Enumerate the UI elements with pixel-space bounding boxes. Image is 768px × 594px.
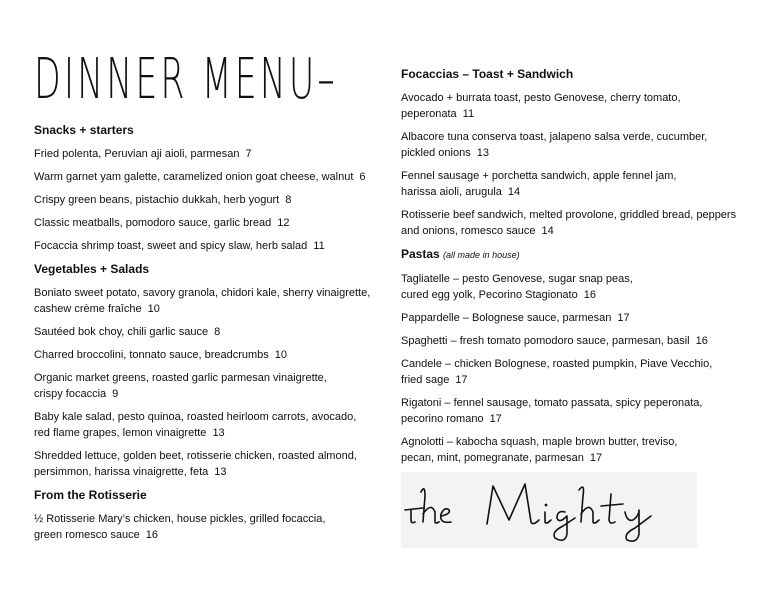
menu-item-text: ½ Rotisserie Mary’s chicken, house pickles, grilled focaccia, [34, 513, 326, 525]
menu-item-line [34, 370, 379, 386]
menu-item [34, 238, 379, 254]
the-mighty-logo [401, 472, 697, 548]
right-sections [401, 66, 741, 466]
menu-item-price: 12 [277, 217, 290, 229]
menu-item-text: Fried polenta, Peruvian aji aioli, parmesan [34, 148, 240, 160]
menu-item-text: Charred broccolini, tonnato sauce, breadcrumbs [34, 349, 269, 361]
menu-item-price: 8 [214, 326, 221, 338]
menu-item-line [401, 287, 741, 303]
menu-item [401, 356, 741, 388]
menu-item-line [401, 145, 741, 161]
menu-item [34, 192, 379, 208]
menu-item-price: 17 [617, 312, 630, 324]
menu-item [34, 285, 379, 317]
menu-item [34, 146, 379, 162]
menu-item [401, 395, 741, 427]
section-title [401, 66, 741, 82]
menu-item-line [34, 409, 379, 425]
menu-item-line [34, 169, 379, 185]
section-title [34, 122, 379, 138]
menu-item-price: 16 [583, 289, 596, 301]
menu-item-line [401, 434, 741, 450]
menu-item-price: 10 [274, 349, 288, 361]
menu-item-text: Fennel sausage + porchetta sandwich, apple fennel jam, [401, 170, 677, 182]
menu-item-text: Spaghetti – fresh tomato pomodoro sauce, parmesan, basil [401, 335, 690, 347]
menu-item-text: Focaccia shrimp toast, sweet and spicy slaw, herb salad [34, 240, 308, 252]
menu-item-text: cashew crème fraîche [34, 303, 142, 315]
menu-item-text: Candele – chicken Bolognese, roasted pumpkin, Piave Vecchio, [401, 358, 713, 370]
menu-item-line [401, 372, 741, 388]
menu-item-price: 9 [112, 388, 119, 400]
menu-item-line [34, 324, 379, 340]
menu-item-line [34, 425, 379, 441]
menu-item-line [401, 106, 741, 122]
left-column [34, 47, 379, 550]
menu-item-line [401, 90, 741, 106]
menu-item-text: pecorino romano [401, 413, 484, 425]
menu-item-line [34, 146, 379, 162]
menu-item-text: crispy focaccia [34, 388, 107, 400]
menu-item [401, 168, 741, 200]
menu-item-text: Tagliatelle – pesto Genovese, sugar snap peas, [401, 273, 633, 285]
menu-section-from-the-rotisserie [34, 487, 379, 543]
menu-item-line [401, 395, 741, 411]
menu-item-text: Pappardelle – Bolognese sauce, parmesan [401, 312, 612, 324]
menu-item [401, 271, 741, 303]
section-title [401, 246, 741, 263]
menu-item-text: green romesco sauce [34, 529, 140, 541]
menu-item-text: harissa aioli, arugula [401, 186, 502, 198]
logo-script-svg [401, 472, 697, 548]
menu-item [34, 370, 379, 402]
menu-item-text: Baby kale salad, pesto quinoa, roasted heirloom carrots, avocado, [34, 411, 357, 423]
menu-item-price: 17 [589, 452, 603, 464]
menu-item-line [34, 192, 379, 208]
left-sections [34, 122, 379, 543]
menu-item [34, 409, 379, 441]
menu-item-line [401, 223, 741, 239]
menu-item-text: peperonata [401, 108, 457, 120]
menu-item-text: Boniato sweet potato, savory granola, chidori kale, sherry vinaigrette, [34, 287, 371, 299]
menu-item-text: Warm garnet yam galette, caramelized onion goat cheese, walnut [34, 171, 354, 183]
menu-item-line [34, 215, 379, 231]
menu-item-price: 14 [507, 186, 521, 198]
menu-item-text: Rigatoni – fennel sausage, tomato passata, spicy peperonata, [401, 397, 703, 409]
menu-item-text: red flame grapes, lemon vinaigrette [34, 427, 207, 439]
menu-item-line [34, 386, 379, 402]
section-title [34, 487, 379, 503]
menu-item [34, 448, 379, 480]
menu-item-text: Sautéed bok choy, chili garlic sauce [34, 326, 209, 338]
menu-item-line [401, 271, 741, 287]
menu-item-text: Agnolotti – kabocha squash, maple brown butter, treviso, [401, 436, 678, 448]
menu-item-line [34, 285, 379, 301]
menu-item-price: 17 [489, 413, 502, 425]
menu-item [34, 324, 379, 340]
section-title-text: Focaccias – Toast + Sandwich [401, 67, 574, 81]
menu-title: DINNER MENU– [34, 47, 338, 112]
menu-item-line [401, 450, 741, 466]
menu-item [34, 169, 379, 185]
menu-item-price: 8 [285, 194, 292, 206]
section-title-text: Pastas [401, 247, 440, 261]
menu-item-text: fried sage [401, 374, 450, 386]
menu-item-line [401, 168, 741, 184]
menu-section-pastas [401, 246, 741, 466]
menu-item [34, 511, 379, 543]
menu-item-text: and onions, romesco sauce [401, 225, 536, 237]
menu-item-line [34, 347, 379, 363]
menu-item-line [401, 184, 741, 200]
menu-item-price: 10 [147, 303, 160, 315]
menu-item-price: 17 [455, 374, 468, 386]
menu-item-price: 6 [359, 171, 366, 183]
menu-item-text: Shredded lettuce, golden beet, rotisserie chicken, roasted almond, [34, 450, 357, 462]
section-title-text: From the Rotisserie [34, 488, 147, 502]
menu-item [34, 215, 379, 231]
menu-item-line [34, 464, 379, 480]
menu-item-line [34, 448, 379, 464]
menu-item-line [34, 511, 379, 527]
menu-section-vegetables-salads [34, 261, 379, 480]
menu-item [401, 90, 741, 122]
menu-item-text: pickled onions [401, 147, 471, 159]
menu-item-price: 13 [214, 466, 227, 478]
menu-section-focaccias-toast-sandwich [401, 66, 741, 239]
menu-item-line [401, 333, 741, 349]
menu-item [34, 347, 379, 363]
section-note: (all made in house) [443, 250, 520, 260]
menu-item-text: cured egg yolk, Pecorino Stagionato [401, 289, 578, 301]
menu-item-text: Crispy green beans, pistachio dukkah, herb yogurt [34, 194, 280, 206]
menu-item-price: 16 [145, 529, 159, 541]
menu-item-text: Classic meatballs, pomodoro sauce, garlic bread [34, 217, 272, 229]
menu-item-line [401, 310, 741, 326]
menu-item-line [401, 207, 741, 223]
menu-section-snacks-starters [34, 122, 379, 254]
menu-item [401, 207, 741, 239]
section-title-text: Snacks + starters [34, 123, 134, 137]
menu-item-price: 7 [245, 148, 252, 160]
menu-item-line [34, 238, 379, 254]
menu-item-price: 16 [695, 335, 708, 347]
menu-item-line [401, 411, 741, 427]
menu-item-line [401, 129, 741, 145]
menu-item-text: Organic market greens, roasted garlic parmesan vinaigrette, [34, 372, 327, 384]
menu-item-price: 14 [541, 225, 554, 237]
menu-item-text: Albacore tuna conserva toast, jalapeno salsa verde, cucumber, [401, 131, 708, 143]
right-column [401, 66, 741, 473]
section-title [34, 261, 379, 277]
menu-item-text: pecan, mint, pomegranate, parmesan [401, 452, 584, 464]
menu-item-line [34, 301, 379, 317]
menu-item [401, 310, 741, 326]
menu-item-price: 13 [476, 147, 489, 159]
menu-item-line [34, 527, 379, 543]
menu-item [401, 129, 741, 161]
menu-item-price: 11 [313, 240, 325, 252]
menu-item-line [401, 356, 741, 372]
menu-item-text: Avocado + burrata toast, pesto Genovese, cherry tomato, [401, 92, 681, 104]
menu-item-price: 11 [462, 108, 475, 120]
menu-item-text: Rotisserie beef sandwich, melted provolone, griddled bread, peppers [401, 209, 737, 221]
menu-item-text: persimmon, harissa vinaigrette, feta [34, 466, 209, 478]
menu-item [401, 434, 741, 466]
menu-item-price: 13 [212, 427, 225, 439]
menu-item [401, 333, 741, 349]
section-title-text: Vegetables + Salads [34, 262, 150, 276]
